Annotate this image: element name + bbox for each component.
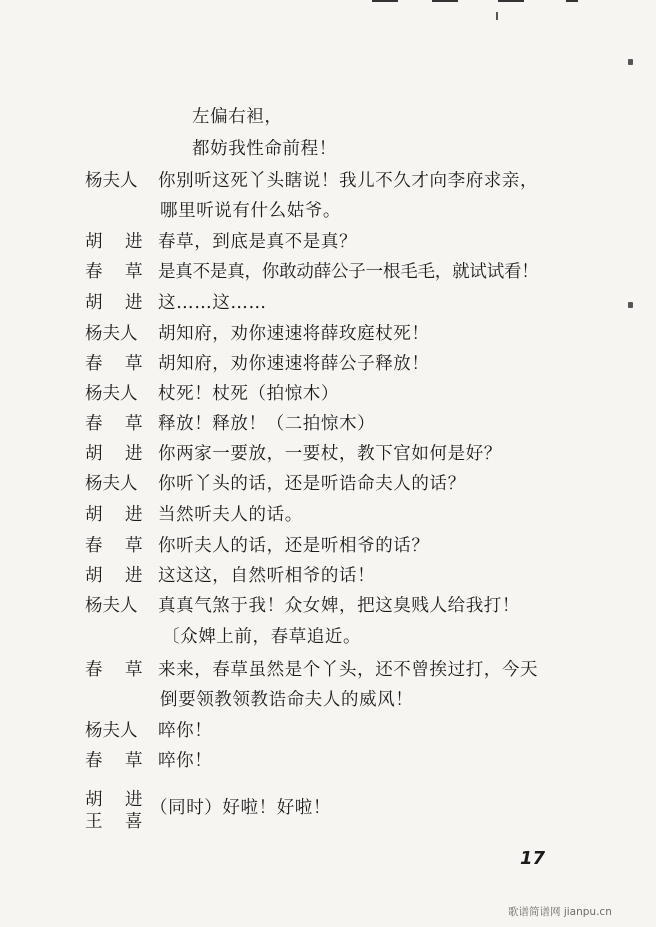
dialogue-line: 释放！释放！（二拍惊木） bbox=[158, 414, 376, 434]
dialogue-line: 哪里听说有什么姑爷。 bbox=[160, 201, 341, 221]
dialogue-line: 来来，春草虽然是个丫头，还不曾挨过打，今天 bbox=[158, 660, 539, 680]
verse-line: 都妨我性命前程！ bbox=[192, 139, 337, 159]
dialogue-line: 胡知府，劝你速速将薛公子释放！ bbox=[158, 354, 430, 374]
speaker-label: 春 草 bbox=[85, 414, 143, 434]
dialogue-line: 你听丫头的话，还是听诰命夫人的话？ bbox=[158, 474, 466, 494]
scan-edge-mark bbox=[566, 0, 578, 2]
scan-edge-mark bbox=[496, 12, 504, 20]
speaker-label: 杨夫人 bbox=[85, 324, 138, 344]
scan-edge-mark bbox=[372, 0, 398, 2]
speaker-label: 春 草 bbox=[85, 660, 143, 680]
dialogue-line: 胡知府，劝你速速将薛玫庭杖死！ bbox=[158, 324, 430, 344]
margin-speck bbox=[628, 59, 633, 65]
speaker-label: 胡 进 bbox=[85, 505, 143, 525]
margin-speck bbox=[628, 302, 633, 308]
speaker-label: 胡 进 bbox=[85, 232, 143, 252]
site-watermark: 歌谱简谱网 jianpu.cn bbox=[508, 906, 612, 918]
speaker-label: 春 草 bbox=[85, 262, 143, 282]
scan-edge-mark bbox=[432, 0, 458, 2]
speaker-label: 杨夫人 bbox=[85, 384, 138, 404]
dialogue-line: 春草，到底是真不是真？ bbox=[158, 232, 358, 252]
speaker-label: 胡 进 bbox=[85, 566, 143, 586]
speaker-label: 杨夫人 bbox=[85, 596, 138, 616]
dialogue-line: 啐你！ bbox=[158, 721, 213, 741]
dialogue-line: 这……这…… bbox=[158, 293, 267, 313]
dialogue-line: 倒要领教领教诰命夫人的威风！ bbox=[160, 690, 414, 710]
speaker-label: 杨夫人 bbox=[85, 171, 138, 191]
speaker-label: 春 草 bbox=[85, 751, 143, 771]
dialogue-line: （同时）好啦！好啦！ bbox=[150, 798, 331, 818]
dialogue-line: 你别听这死丫头瞎说！我儿不久才向李府求亲， bbox=[158, 171, 539, 191]
dialogue-line: 啐你！ bbox=[158, 751, 213, 771]
speaker-label: 杨夫人 bbox=[85, 474, 138, 494]
dialogue-line: 杖死！杖死（拍惊木） bbox=[158, 384, 339, 404]
dialogue-line: 这这这，自然听相爷的话！ bbox=[158, 566, 376, 586]
dialogue-line: 你听夫人的话，还是听相爷的话？ bbox=[158, 536, 430, 556]
verse-line: 左偏右袒， bbox=[192, 107, 283, 127]
speaker-label: 胡 进 bbox=[85, 444, 143, 464]
speaker-label: 春 草 bbox=[85, 536, 143, 556]
speaker-label: 胡 进 bbox=[85, 293, 143, 313]
speaker-label: 杨夫人 bbox=[85, 721, 138, 741]
dialogue-line: 是真不是真，你敢动薛公子一根毛毛，就试试看！ bbox=[158, 262, 539, 282]
scan-edge-mark bbox=[498, 0, 524, 2]
dialogue-line: 当然听夫人的话。 bbox=[158, 505, 303, 525]
dialogue-line: 真真气煞于我！众女婢，把这臭贱人给我打！ bbox=[158, 596, 520, 616]
dialogue-line: 你两家一要放，一要杖，教下官如何是好？ bbox=[158, 444, 502, 464]
speaker-label: 春 草 bbox=[85, 354, 143, 374]
stage-direction: 〔众婢上前，春草追近。 bbox=[162, 627, 362, 647]
speaker-label-stacked: 胡 进 王 喜 bbox=[85, 790, 143, 832]
page-number: 17 bbox=[520, 848, 546, 869]
